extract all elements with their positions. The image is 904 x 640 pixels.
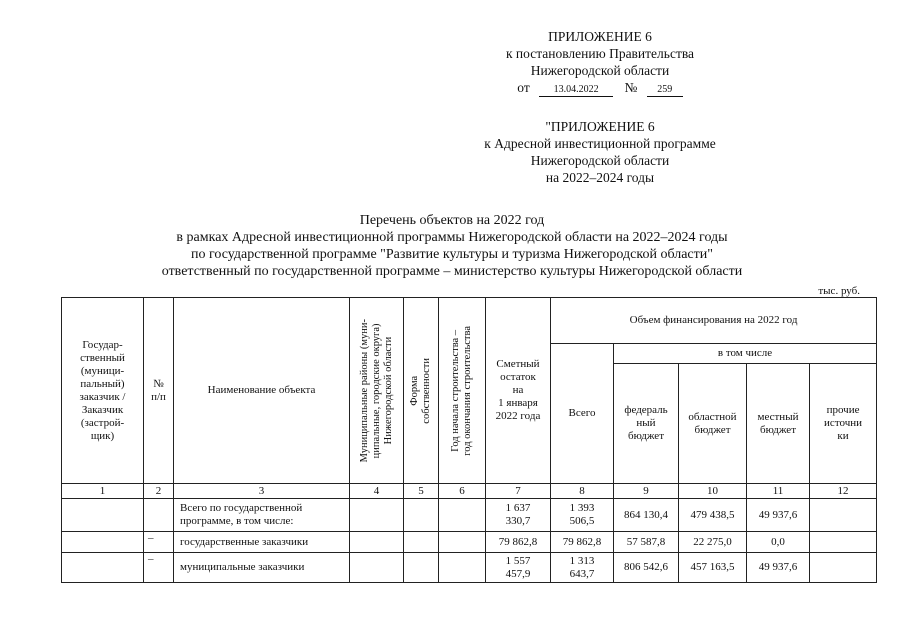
cell-balance: 79 862,8 <box>486 532 551 553</box>
number-label: № <box>624 80 638 95</box>
header-construction-years <box>439 298 486 484</box>
from-label: от <box>517 80 530 95</box>
cell-regional: 457 163,5 <box>679 553 747 583</box>
cell-ownership <box>404 553 439 583</box>
program-appendix-header <box>420 118 780 186</box>
column-numbers-row <box>62 484 877 499</box>
title-line-1: Перечень объектов на 2022 год <box>359 213 545 228</box>
cell-regional: 479 438,5 <box>679 499 747 532</box>
title-line-4: ответственный по государственной программе – министерство культуры Нижегородской области <box>161 264 743 279</box>
cell-districts <box>350 532 404 553</box>
header-financing: Объем финансирования на 2022 год <box>551 298 877 344</box>
cell-ownership <box>404 499 439 532</box>
cell-number <box>144 499 174 532</box>
appendix-subtitle: к постановлению Правительства <box>505 46 695 61</box>
column-number: 3 <box>174 484 350 499</box>
column-number: 7 <box>486 484 551 499</box>
objects-table <box>61 297 877 583</box>
header-including: в том числе <box>614 344 877 364</box>
document-title <box>60 212 844 280</box>
header-districts-text: Муниципальные районы (муни- ципальные, городские округа) Нижегородской области <box>358 318 394 463</box>
header-other-sources: прочие источни ки <box>810 364 877 484</box>
column-number: 6 <box>439 484 486 499</box>
header-districts <box>350 298 404 484</box>
cell-total: 1 313 643,7 <box>551 553 614 583</box>
header-local-budget: местный бюджет <box>747 364 810 484</box>
decree-date: 13.04.2022 <box>539 84 613 97</box>
header-ownership-text: Форма собственности <box>409 357 432 424</box>
column-number: 12 <box>810 484 877 499</box>
program-appendix-region: Нижегородской области <box>530 153 670 168</box>
cell-balance: 1 557 457,9 <box>486 553 551 583</box>
decree-number: 259 <box>647 84 683 97</box>
title-line-2: в рамках Адресной инвестиционной программы Нижегородской области на 2022–2024 годы <box>176 230 728 245</box>
cell-balance: 1 637 330,7 <box>486 499 551 532</box>
header-regional-budget: областной бюджет <box>679 364 747 484</box>
program-appendix-period: на 2022–2024 годы <box>545 170 655 185</box>
cell-other <box>810 499 877 532</box>
column-number: 1 <box>62 484 144 499</box>
column-number: 2 <box>144 484 174 499</box>
cell-federal: 806 542,6 <box>614 553 679 583</box>
column-number: 4 <box>350 484 404 499</box>
cell-years <box>439 553 486 583</box>
header-ownership <box>404 298 439 484</box>
column-number: 9 <box>614 484 679 499</box>
program-appendix-subtitle: к Адресной инвестиционной программе <box>484 136 716 151</box>
cell-number: – <box>144 553 174 583</box>
cell-number: – <box>144 532 174 553</box>
cell-local: 49 937,6 <box>747 553 810 583</box>
cell-customer <box>62 532 144 553</box>
cell-customer <box>62 553 144 583</box>
cell-ownership <box>404 532 439 553</box>
header-customer: Государ- ственный (муници- пальный) заказчик / Заказчик (застрой- щик) <box>62 298 144 484</box>
cell-districts <box>350 553 404 583</box>
column-number: 5 <box>404 484 439 499</box>
header-object-name: Наименование объекта <box>174 298 350 484</box>
cell-object-name: государственные заказчики <box>174 532 350 553</box>
header-years-text: Год начала строительства – год окончания строительства <box>450 325 473 456</box>
cell-total: 79 862,8 <box>551 532 614 553</box>
table-row <box>62 532 877 553</box>
cell-local: 49 937,6 <box>747 499 810 532</box>
header-number: № п/п <box>144 298 174 484</box>
column-number: 11 <box>747 484 810 499</box>
cell-other <box>810 532 877 553</box>
header-federal-budget: федераль ный бюджет <box>614 364 679 484</box>
title-line-3: по государственной программе "Развитие культуры и туризма Нижегородской области" <box>191 247 713 262</box>
cell-years <box>439 532 486 553</box>
header-total: Всего <box>551 344 614 484</box>
cell-years <box>439 499 486 532</box>
decree-appendix-header <box>420 28 780 97</box>
cell-total: 1 393 506,5 <box>551 499 614 532</box>
appendix-region: Нижегородской области <box>530 63 670 78</box>
cell-object-name: муниципальные заказчики <box>174 553 350 583</box>
cell-districts <box>350 499 404 532</box>
decree-date-line <box>517 79 683 97</box>
program-appendix-title: "ПРИЛОЖЕНИЕ 6 <box>545 119 655 134</box>
appendix-title: ПРИЛОЖЕНИЕ 6 <box>548 29 652 44</box>
table-row <box>62 499 877 532</box>
column-number: 10 <box>679 484 747 499</box>
column-number: 8 <box>551 484 614 499</box>
cell-customer <box>62 499 144 532</box>
cell-federal: 57 587,8 <box>614 532 679 553</box>
cell-regional: 22 275,0 <box>679 532 747 553</box>
cell-other <box>810 553 877 583</box>
cell-federal: 864 130,4 <box>614 499 679 532</box>
cell-local: 0,0 <box>747 532 810 553</box>
cell-object-name: Всего по государственной программе, в том числе: <box>174 499 350 532</box>
header-estimated-balance: Сметный остаток на 1 января 2022 года <box>486 298 551 484</box>
units-label: тыс. руб. <box>818 285 860 297</box>
table-row <box>62 553 877 583</box>
